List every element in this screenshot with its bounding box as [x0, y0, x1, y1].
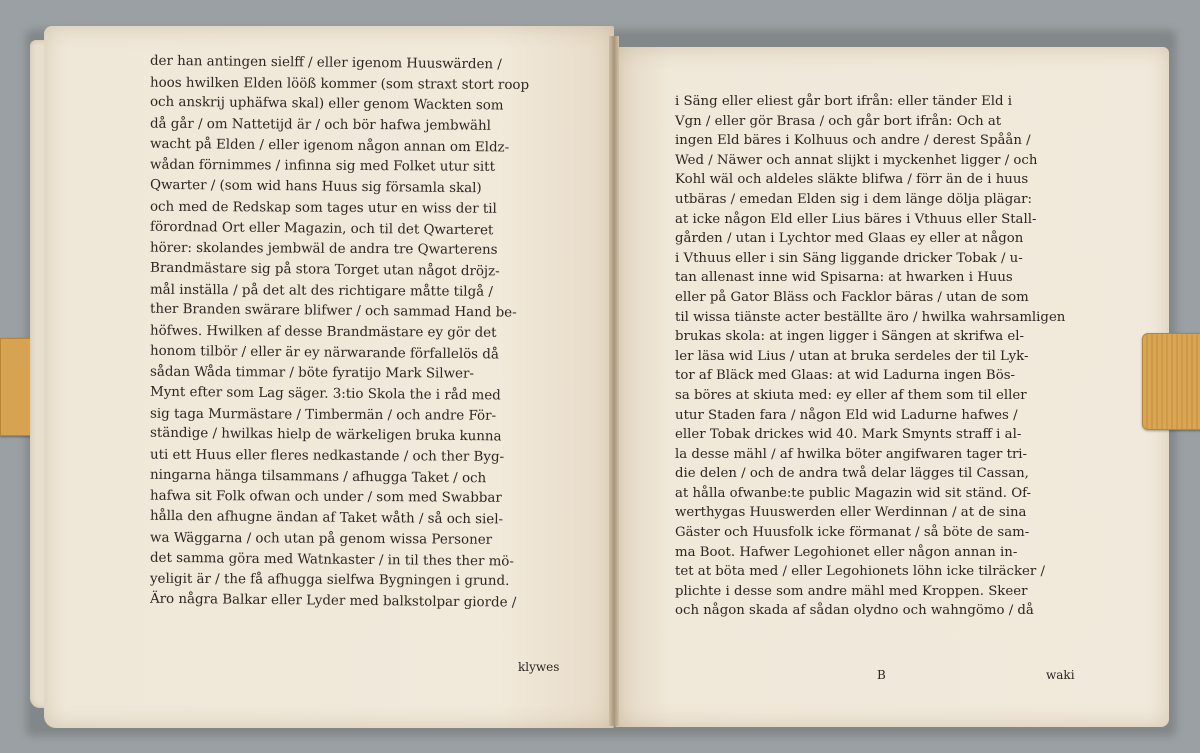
text-line: plichte i desse som andre mähl med Kroppen. Skeer: [675, 583, 1028, 599]
text-line: hålla den afhugne ändan af Taket wåth / så och siel-: [149, 508, 504, 528]
text-line: ther Branden swärare blifwer / och sammad Hand be-: [149, 301, 517, 321]
right-wooden-clip: [1142, 333, 1200, 430]
text-line: Brandmästare sig på stora Torget utan något dröjz-: [149, 260, 500, 280]
text-line: Vgn / eller gör Brasa / och går bort ifrån: Och at: [675, 113, 1002, 129]
text-line: eller på Gator Bläss och Facklor bäras / utan de som: [675, 289, 1029, 305]
text-line: uti ett Huus eller fleres nedkastande / och ther Byg-: [149, 447, 505, 465]
text-line: Wed / Näwer och annat slijkt i myckenhet ligger / och: [675, 152, 1038, 168]
text-line: at icke någon Eld eller Lius bäres i Vthuus eller Stall-: [675, 211, 1037, 227]
text-line: brukas skola: at ingen ligger i Sängen at skrifwa el-: [675, 329, 1025, 345]
right-catchword: waki: [1046, 668, 1075, 682]
text-line: tor af Bläck med Glaas: at wid Ladurna ingen Bös-: [675, 368, 1016, 384]
text-line: mål inställa / på det alt des richtigare måtte tilgå /: [149, 282, 493, 300]
text-line: tan allenast inne wid Spisarna: at hwarken i Huus: [675, 270, 1013, 286]
signature-mark: B: [877, 668, 886, 682]
text-line: och med de Redskap som tages utur en wiss der til: [149, 199, 497, 217]
text-line: wådan förnimmes / infinna sig med Folket utur sitt: [149, 158, 496, 176]
right-page-text: [675, 92, 1083, 621]
text-line: werthygas Huuswerden eller Werdinnan / at de sina: [675, 505, 1027, 521]
text-line: sig taga Murmästare / Timbermän / och andre För-: [149, 406, 497, 424]
text-line: hoos hwilken Elden lööß kommer (som straxt stort roop: [149, 75, 530, 93]
text-line: hafwa sit Folk ofwan och under / som med Swabbar: [149, 489, 502, 507]
text-line: yeligit är / the få afhugga sielfwa Bygningen i grund.: [149, 571, 510, 590]
book-gutter: [609, 36, 619, 726]
text-line: sådan Wåda timmar / böte fyratijo Mark Silwer-: [149, 364, 474, 382]
text-line: la desse mähl / af hwilka böter angifwaren tager tri-: [675, 446, 1028, 462]
text-line: wa Wäggarna / och utan på genom wissa Personer: [149, 530, 493, 548]
text-line: gården / utan i Lychtor med Glaas ey eller at någon: [675, 231, 1024, 247]
text-line: Mynt efter som Lag säger. 3:tio Skola the i råd med: [149, 384, 501, 404]
text-line: i Säng eller eliest går bort ifrån: eller tänder Eld i: [675, 94, 1013, 109]
text-line: eller Tobak drickes wid 40. Mark Smynts straff i al-: [675, 427, 1022, 443]
text-line: Gäster och Huusfolk icke förmanat / så böte de sam-: [675, 525, 1030, 541]
text-line: Qwarter / (som wid hans Huus sig församla skal): [149, 177, 482, 197]
text-line: ständige / hwilkas hielp de wärkeligen bruka kunna: [149, 426, 502, 445]
text-line: utur Staden fara / någon Eld wid Ladurne hafwes /: [675, 407, 1018, 423]
text-line: wacht på Elden / eller igenom någon annan om Eldz-: [149, 136, 510, 156]
text-line: til wissa tiänste acter beställte äro / hwilka wahrsamligen: [675, 309, 1066, 325]
text-line: hörer: skolandes jembwäl de andra tre Qwarterens: [149, 240, 498, 258]
left-page-text: [150, 54, 580, 613]
left-catchword: klywes: [518, 660, 560, 674]
text-line: då går / om Nattetijd är / och bör hafwa jembwähl: [149, 116, 492, 134]
text-line: i Vthuus eller i sin Säng liggande dricker Tobak / u-: [675, 250, 1023, 266]
text-line: och anskrij uphäfwa skal) eller genom Wackten som: [149, 95, 504, 114]
text-line: Äro några Balkar eller Lyder med balkstolpar giorde /: [149, 591, 517, 611]
text-line: ma Boot. Hafwer Legohionet eller någon annan in-: [675, 544, 1018, 560]
text-line: sa böres at skiuta med: ey eller af them som til eller: [675, 387, 1027, 403]
text-line: ler läsa wid Lius / utan at bruka serdeles der til Lyk-: [675, 348, 1029, 364]
text-line: der han antingen sielff / eller igenom Huuswärden /: [149, 53, 502, 73]
text-line: at hålla ofwanbe:te public Magazin wid sit ständ. Of-: [675, 485, 1032, 501]
text-line: höfwes. Hwilken af desse Brandmästare ey gör det: [149, 323, 497, 341]
text-line: ingen Eld bäres i Kolhuus och andre / derest Spåån /: [675, 133, 1031, 149]
text-line: Kohl wäl och aldeles släkte blifwa / förr än de i huus: [675, 172, 1029, 188]
text-line: och någon skada af sådan olydno och wahngömo / då: [675, 603, 1034, 619]
text-line: ningarna hänga tilsammans / afhugga Taket / och: [149, 467, 487, 487]
text-line: tet at böta med / eller Legohionets löhn icke tilräcker /: [675, 564, 1045, 580]
text-line: det samma göra med Watnkaster / in til thes ther mö-: [149, 550, 515, 570]
text-line: honom tilbör / eller är ey närwarande förfallelös då: [149, 343, 499, 363]
text-line: die delen / och de andra twå delar lägges til Cassan,: [675, 466, 1029, 482]
text-line: utbäras / emedan Elden sig i dem länge dölja plägar:: [675, 191, 1032, 207]
text-line: förordnad Ort eller Magazin, och til det Qwarteret: [149, 219, 494, 238]
